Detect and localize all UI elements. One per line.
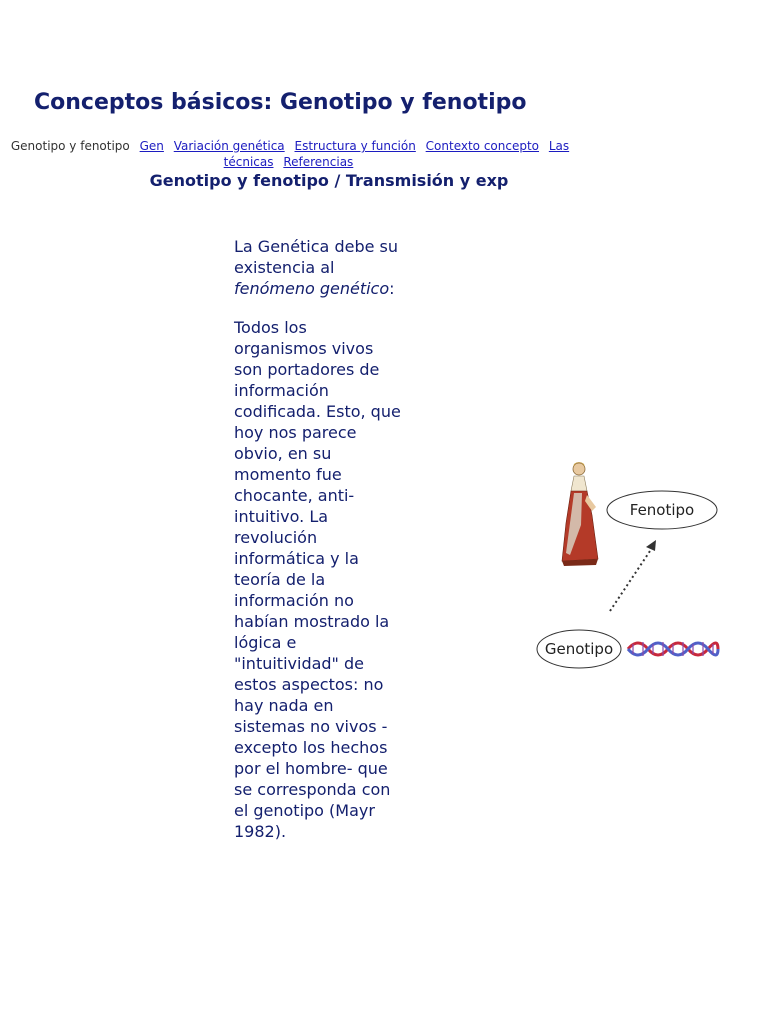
- dna-helix-icon: [628, 642, 718, 656]
- body-paragraph: Todos los organismos vivos son portadores de información codificada. Esto, que hoy nos parece obvio, en su momento fue chocante, anti-intuitivo. La revolución informática y la teoría de la información no habían mostrado la lógica e "intuitividad" de estos aspectos: no hay nada en sistemas no vivos -excepto los hechos por el hombre- que se corresponda con el genotipo (Mayr 1982).: [234, 318, 401, 841]
- genotype-phenotype-diagram: [530, 455, 730, 675]
- nav-link-gen[interactable]: Gen: [139, 139, 164, 153]
- page-title: Conceptos básicos: Genotipo y fenotipo: [34, 90, 527, 115]
- genotipo-label: Genotipo: [544, 640, 614, 658]
- section-subtitle: Genotipo y fenotipo / Transmisión y exp: [149, 171, 509, 190]
- nav-link-variacion-genetica[interactable]: Variación genética: [173, 139, 285, 153]
- intro-paragraph: La Genética debe su existencia al fenómeno genético:: [234, 237, 398, 298]
- nav-link-las-tecnicas[interactable]: Las técnicas: [223, 139, 570, 169]
- emphasis-fenomeno-genetico: fenómeno genético: [234, 279, 390, 298]
- section-nav: [0, 138, 580, 170]
- nav-link-estructura-funcion[interactable]: Estructura y función: [294, 139, 416, 153]
- nav-link-referencias[interactable]: Referencias: [283, 155, 354, 169]
- nav-current-genotipo-fenotipo: Genotipo y fenotipo: [10, 139, 130, 153]
- fenotipo-label: Fenotipo: [629, 501, 695, 519]
- nav-link-contexto-concepto[interactable]: Contexto concepto: [425, 139, 540, 153]
- main-text: [234, 236, 402, 860]
- dotted-arrow: [610, 548, 652, 611]
- human-figure-icon: [562, 462, 598, 566]
- arrowhead-icon: [646, 540, 656, 551]
